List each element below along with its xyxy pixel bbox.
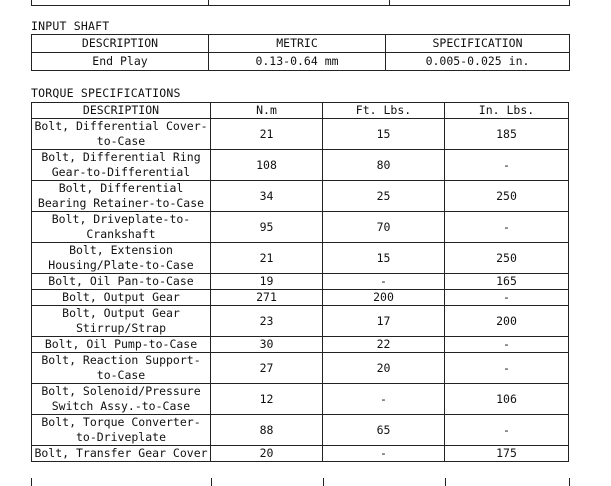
header-metric: METRIC	[209, 35, 386, 53]
cell-ft-lbs: 65	[323, 415, 445, 446]
cell-in-lbs: 250	[445, 243, 569, 274]
input-shaft-title: INPUT SHAFT	[31, 19, 110, 33]
cell-ft-lbs: 15	[323, 243, 445, 274]
cell-ft-lbs: 20	[323, 353, 445, 384]
cell-description: Bolt, Driveplate-to- Crankshaft	[32, 212, 211, 243]
cell-nm: 88	[211, 415, 323, 446]
cell-specification: 0.005-0.025 in.	[386, 53, 570, 71]
cell-in-lbs: 106	[445, 384, 569, 415]
cell-in-lbs: -	[445, 415, 569, 446]
cell-in-lbs: 165	[445, 274, 569, 290]
cell-nm: 95	[211, 212, 323, 243]
table-row	[32, 53, 570, 71]
table-row	[32, 415, 569, 446]
cell-description: Bolt, Extension Housing/Plate-to-Case	[32, 243, 211, 274]
torque-specifications-table	[31, 102, 569, 462]
header-description: DESCRIPTION	[32, 35, 209, 53]
cell-ft-lbs: 80	[323, 150, 445, 181]
cell-description: Bolt, Torque Converter- to-Driveplate	[32, 415, 211, 446]
column-divider	[323, 478, 324, 486]
table-row	[32, 446, 569, 462]
cell-in-lbs: -	[445, 150, 569, 181]
cell-nm: 271	[211, 290, 323, 306]
column-divider	[211, 478, 212, 486]
header-description: DESCRIPTION	[32, 103, 211, 119]
cell-description: Bolt, Oil Pump-to-Case	[32, 337, 211, 353]
cell-nm: 20	[211, 446, 323, 462]
cell-in-lbs: -	[445, 290, 569, 306]
cell-ft-lbs: 70	[323, 212, 445, 243]
cell-description: Bolt, Reaction Support- to-Case	[32, 353, 211, 384]
cell-in-lbs: 185	[445, 119, 569, 150]
cell-in-lbs: -	[445, 353, 569, 384]
torque-specifications-title: TORQUE SPECIFICATIONS	[31, 86, 181, 100]
table-row	[32, 384, 569, 415]
table-row	[32, 306, 569, 337]
cell-description: Bolt, Differential Ring Gear-to-Differential	[32, 150, 211, 181]
table-row	[32, 290, 569, 306]
header-nm: N.m	[211, 103, 323, 119]
table-header-row	[32, 35, 570, 53]
next-row-fragment	[31, 478, 570, 486]
cell-in-lbs: 200	[445, 306, 569, 337]
cell-nm: 30	[211, 337, 323, 353]
table-row	[32, 212, 569, 243]
cell-in-lbs: 250	[445, 181, 569, 212]
cell-nm: 108	[211, 150, 323, 181]
previous-table-fragment	[31, 0, 570, 6]
table-row	[32, 243, 569, 274]
cell-description: Bolt, Differential Cover- to-Case	[32, 119, 211, 150]
table-row	[32, 337, 569, 353]
table-row	[32, 119, 569, 150]
cell-in-lbs: 175	[445, 446, 569, 462]
header-specification: SPECIFICATION	[386, 35, 570, 53]
cell-nm: 21	[211, 243, 323, 274]
cell-ft-lbs: 22	[323, 337, 445, 353]
cell-ft-lbs: -	[323, 384, 445, 415]
cell-description: Bolt, Output Gear Stirrup/Strap	[32, 306, 211, 337]
column-divider	[445, 478, 446, 486]
cell-nm: 34	[211, 181, 323, 212]
cell-description: Bolt, Output Gear	[32, 290, 211, 306]
column-divider	[389, 0, 390, 5]
input-shaft-table	[31, 34, 570, 71]
cell-in-lbs: -	[445, 337, 569, 353]
table-header-row	[32, 103, 569, 119]
table-row	[32, 353, 569, 384]
cell-nm: 21	[211, 119, 323, 150]
table-row	[32, 150, 569, 181]
cell-ft-lbs: 200	[323, 290, 445, 306]
header-in-lbs: In. Lbs.	[445, 103, 569, 119]
cell-description: Bolt, Transfer Gear Cover	[32, 446, 211, 462]
cell-ft-lbs: 17	[323, 306, 445, 337]
cell-metric: 0.13-0.64 mm	[209, 53, 386, 71]
table-row	[32, 181, 569, 212]
cell-nm: 19	[211, 274, 323, 290]
cell-description: Bolt, Differential Bearing Retainer-to-Case	[32, 181, 211, 212]
cell-nm: 27	[211, 353, 323, 384]
cell-ft-lbs: -	[323, 274, 445, 290]
cell-description: End Play	[32, 53, 209, 71]
column-divider	[208, 0, 209, 5]
cell-nm: 23	[211, 306, 323, 337]
cell-description: Bolt, Oil Pan-to-Case	[32, 274, 211, 290]
cell-nm: 12	[211, 384, 323, 415]
cell-in-lbs: -	[445, 212, 569, 243]
cell-ft-lbs: 15	[323, 119, 445, 150]
cell-description: Bolt, Solenoid/Pressure Switch Assy.-to-Case	[32, 384, 211, 415]
cell-ft-lbs: 25	[323, 181, 445, 212]
table-row	[32, 274, 569, 290]
header-ft-lbs: Ft. Lbs.	[323, 103, 445, 119]
cell-ft-lbs: -	[323, 446, 445, 462]
